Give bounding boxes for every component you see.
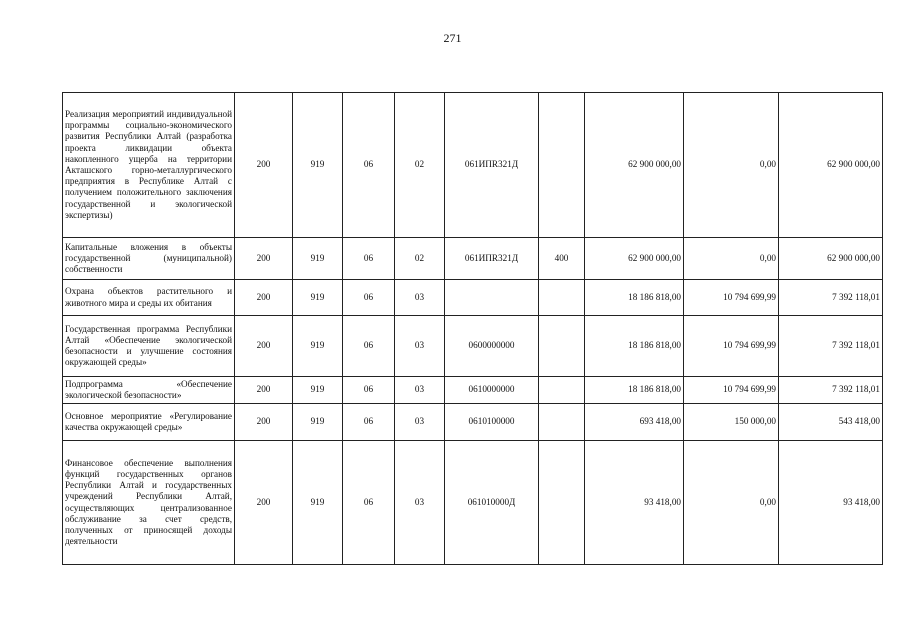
expense-type-cell [539, 316, 585, 377]
amount-federal-cell: 150 000,00 [684, 404, 779, 441]
expense-type-cell [539, 404, 585, 441]
admin-code-cell: 200 [235, 238, 293, 280]
table-row [63, 441, 883, 565]
amount-regional-cell: 62 900 000,00 [779, 93, 883, 238]
subsection-code-cell: 02 [395, 93, 445, 238]
table-row [63, 238, 883, 280]
amount-federal-cell: 10 794 699,99 [684, 316, 779, 377]
row-name-cell: Капитальные вложения в объекты государственной (муниципальной) собственности [63, 238, 235, 280]
subsection-code-cell: 03 [395, 377, 445, 404]
section-code-cell: 06 [343, 316, 395, 377]
subsection-code-cell: 03 [395, 441, 445, 565]
subsection-code-cell: 03 [395, 316, 445, 377]
admin-code-cell: 200 [235, 93, 293, 238]
admin-code-cell: 200 [235, 404, 293, 441]
subsection-code-cell: 03 [395, 404, 445, 441]
ministry-code-cell: 919 [293, 377, 343, 404]
subsection-code-cell: 03 [395, 280, 445, 316]
amount-federal-cell: 0,00 [684, 441, 779, 565]
target-article-cell: 0600000000 [445, 316, 539, 377]
page-number: 271 [443, 31, 462, 45]
ministry-code-cell: 919 [293, 441, 343, 565]
amount-total-cell: 93 418,00 [585, 441, 684, 565]
target-article-cell: 0610100000 [445, 404, 539, 441]
table-row [63, 316, 883, 377]
expense-type-cell [539, 280, 585, 316]
admin-code-cell: 200 [235, 280, 293, 316]
amount-federal-cell: 10 794 699,99 [684, 377, 779, 404]
target-article-cell: 061010000Д [445, 441, 539, 565]
section-code-cell: 06 [343, 238, 395, 280]
target-article-cell: 061ИПR321Д [445, 238, 539, 280]
section-code-cell: 06 [343, 280, 395, 316]
table-row [63, 377, 883, 404]
amount-total-cell: 18 186 818,00 [585, 377, 684, 404]
amount-total-cell: 62 900 000,00 [585, 93, 684, 238]
budget-table [62, 92, 883, 565]
ministry-code-cell: 919 [293, 316, 343, 377]
target-article-cell: 061ИПR321Д [445, 93, 539, 238]
admin-code-cell: 200 [235, 441, 293, 565]
table-row [63, 280, 883, 316]
section-code-cell: 06 [343, 377, 395, 404]
amount-regional-cell: 62 900 000,00 [779, 238, 883, 280]
amount-regional-cell: 543 418,00 [779, 404, 883, 441]
table-row [63, 93, 883, 238]
amount-total-cell: 18 186 818,00 [585, 280, 684, 316]
subsection-code-cell: 02 [395, 238, 445, 280]
expense-type-cell: 400 [539, 238, 585, 280]
expense-type-cell [539, 377, 585, 404]
amount-total-cell: 693 418,00 [585, 404, 684, 441]
amount-federal-cell: 10 794 699,99 [684, 280, 779, 316]
table-row [63, 404, 883, 441]
amount-regional-cell: 93 418,00 [779, 441, 883, 565]
amount-federal-cell: 0,00 [684, 238, 779, 280]
amount-federal-cell: 0,00 [684, 93, 779, 238]
amount-regional-cell: 7 392 118,01 [779, 316, 883, 377]
row-name-cell: Государственная программа Республики Алтай «Обеспечение экологической безопасности и улучшение состояния окружающей среды» [63, 316, 235, 377]
admin-code-cell: 200 [235, 316, 293, 377]
target-article-cell [445, 280, 539, 316]
section-code-cell: 06 [343, 441, 395, 565]
row-name-cell: Подпрограмма «Обеспечение экологической безопасности» [63, 377, 235, 404]
amount-total-cell: 62 900 000,00 [585, 238, 684, 280]
row-name-cell: Охрана объектов растительного и животного мира и среды их обитания [63, 280, 235, 316]
amount-regional-cell: 7 392 118,01 [779, 377, 883, 404]
amount-total-cell: 18 186 818,00 [585, 316, 684, 377]
expense-type-cell [539, 93, 585, 238]
table-body [63, 93, 883, 565]
ministry-code-cell: 919 [293, 404, 343, 441]
row-name-cell: Реализация мероприятий индивидуальной программы социально-экономического развития Республики Алтай (разработка проекта ликвидации объекта накопленного ущерба на территории Акташского горно-металлургического предприятия в Республике Алтай с получением положительного заключения государственной и экологической экспертизы) [63, 93, 235, 238]
admin-code-cell: 200 [235, 377, 293, 404]
section-code-cell: 06 [343, 404, 395, 441]
row-name-cell: Основное мероприятие «Регулирование качества окружающей среды» [63, 404, 235, 441]
amount-regional-cell: 7 392 118,01 [779, 280, 883, 316]
ministry-code-cell: 919 [293, 93, 343, 238]
expense-type-cell [539, 441, 585, 565]
row-name-cell: Финансовое обеспечение выполнения функций государственных органов Республики Алтай и государственных учреждений Республики Алтай, осуществляющих централизованное обслуживание за счет средств, полученных от приносящей доходы деятельности [63, 441, 235, 565]
section-code-cell: 06 [343, 93, 395, 238]
ministry-code-cell: 919 [293, 280, 343, 316]
ministry-code-cell: 919 [293, 238, 343, 280]
target-article-cell: 0610000000 [445, 377, 539, 404]
